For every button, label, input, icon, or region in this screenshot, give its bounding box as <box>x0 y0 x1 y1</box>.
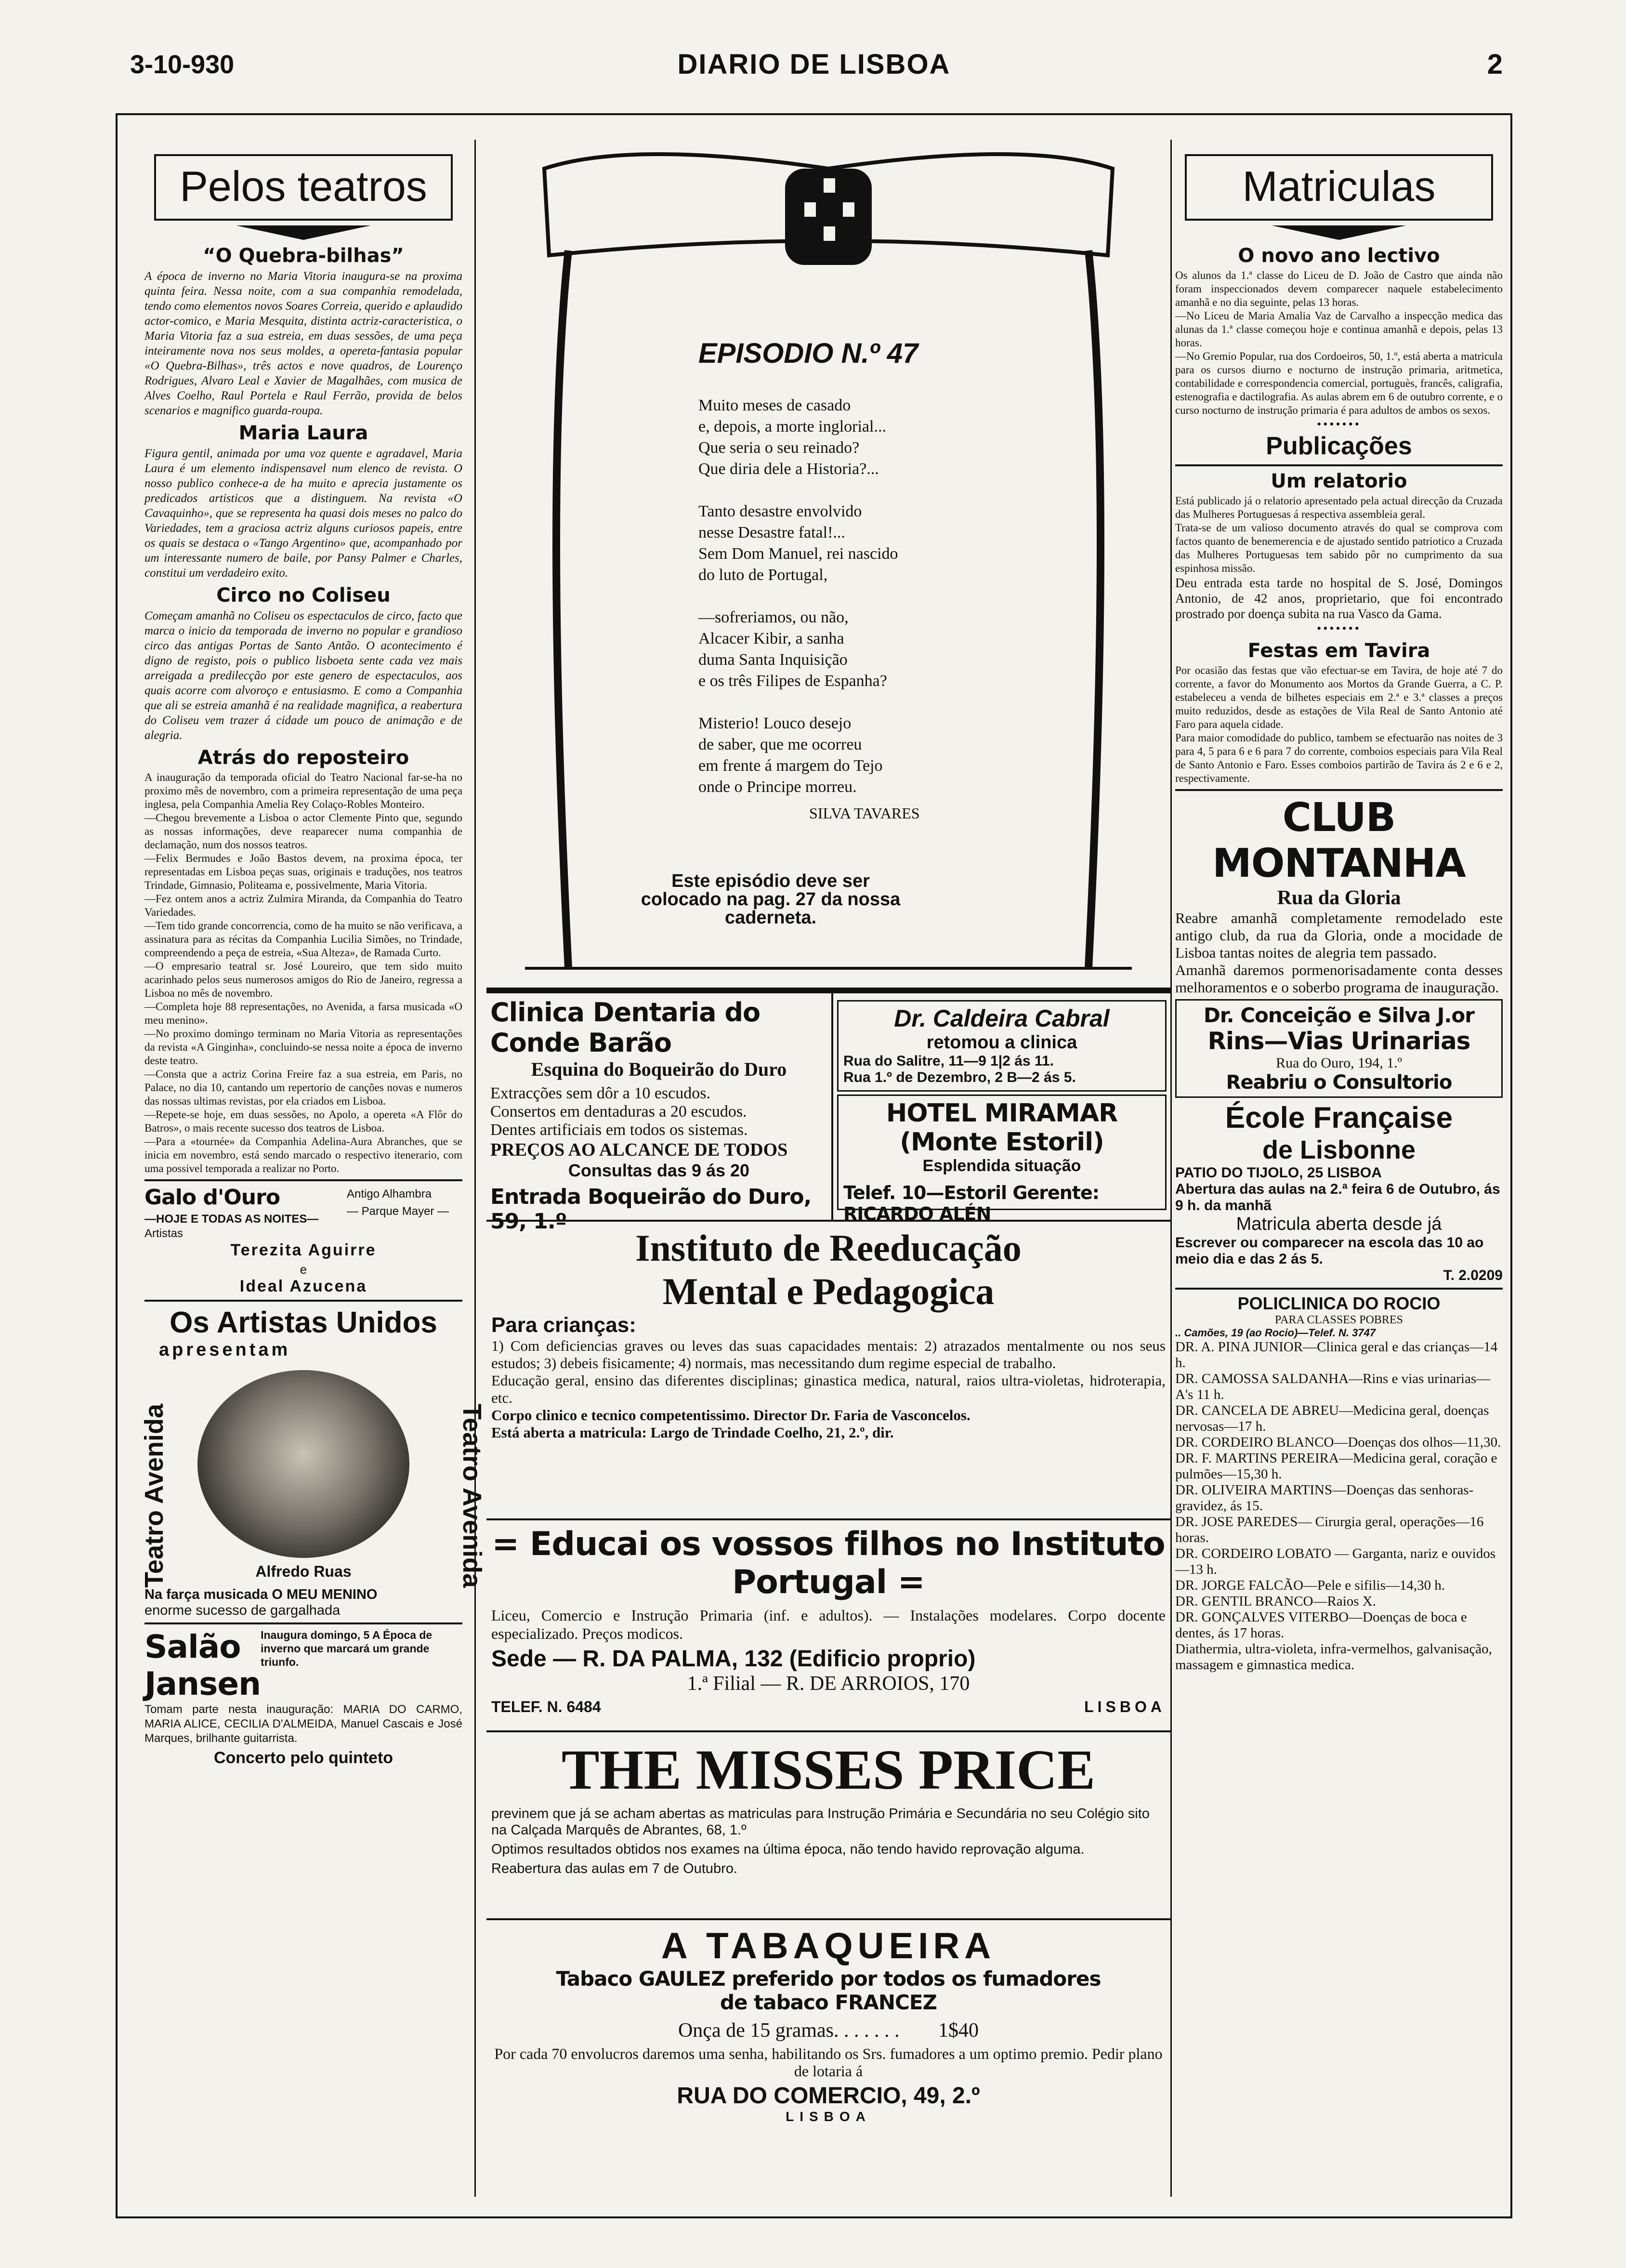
poem-line: Que diria dele a Historia?... <box>698 460 879 478</box>
poem-line: Alcacer Kibir, a sanha <box>698 630 844 647</box>
poem-line: e, depois, a morte inglorial... <box>698 418 886 435</box>
salao-cast: Tomam parte nesta inauguração: MARIA DO CARMO, MARIA ALICE, CECILIA D'ALMEIDA, Manuel Cascais e José Marques, brilhante guitarrista. <box>144 1703 462 1745</box>
poem <box>486 395 1170 798</box>
instituto-text: Está aberta a matricula: Largo de Trindade Coelho, 21, 2.º, dir. <box>491 1424 894 1441</box>
headline: Um relatorio <box>1271 470 1407 492</box>
headline: Circo no Coliseu <box>216 584 391 607</box>
club-ad <box>1175 795 1503 996</box>
tabaqueira-product: Onça de 15 gramas. . . . . . . <box>678 2019 900 2042</box>
tabaqueira-text: Por cada 70 envolucros daremos uma senha, habilitando os Srs. fumadores a um optimo premio. Pedir plano de lotaria á <box>494 2045 1163 2080</box>
article-text: Os alunos da 1.ª classe do Liceu de D. João de Castro que ainda não foram inspeccionados devem comparecer naquele estabelecimento amanhã e no dia seguinte, pelas 13 horas. —No Liceu de Maria Amalia Vaz de Carvalho a inspecção medica das alunas da 1.ª classe começou hoje e continua amanhã e depois, pelas 13 horas. —No Gremio Popular, rua dos Cordoeiros, 50, 1.º, está aberta a matricula para os cursos diurno e nocturno de instrução primaria, aritmetica, contabilidade e correspondencia comercial, portuguès, francês, caligrafia, estenografia e dactilografia. As aulas abrem em 6 de outubro corrente, e o curso nocturno de instrução primaria é para adultos de ambos os sexos. <box>1175 269 1503 416</box>
clinica-subtitle: Esquina do Boqueirão do Duro <box>531 1058 787 1080</box>
poem-line: Misterio! Louco desejo <box>698 714 852 732</box>
policlinica-doctor: DR. JORGE FALCÃO—Pele e sifilis—14,30 h. <box>1175 1578 1445 1593</box>
poem-line: Que seria o seu reinado? <box>698 439 860 457</box>
instituto-heading: Para crianças: <box>491 1313 636 1337</box>
galo-and: e <box>300 1262 307 1277</box>
ecole-text: Abertura das aulas na 2.ª feira 6 de Outubro, ás 9 h. da manhã <box>1175 1181 1500 1213</box>
poem-line: Sem Dom Manuel, rei nascido <box>698 545 898 563</box>
galo-venue: Antigo Alhambra <box>347 1187 432 1200</box>
artistas-ad <box>140 1360 486 1588</box>
portugal-filial: 1.ª Filial — R. DE ARROIOS, 170 <box>687 1673 970 1695</box>
portrait-photo <box>197 1370 409 1558</box>
ecole-title: de Lisbonne <box>1262 1135 1416 1164</box>
club-subtitle: Rua da Gloria <box>1277 887 1401 909</box>
tabaqueira-price-line <box>491 2019 1166 2042</box>
clinica-hours: Consultas das 9 ás 20 <box>568 1160 750 1180</box>
poem-author: SILVA TAVARES <box>809 804 920 822</box>
divider-dots: ••••••• <box>1317 621 1361 635</box>
ads-row <box>486 988 1170 1234</box>
article-text: A época de inverno no Maria Vitoria inaugura-se na proxima quinta feira. Nessa noite, com a sua companhia remodelada, tendo como elementos novos Soares Correia, querido e aplaudido actor-comico, e Maria Mesquita, distinta actriz-caracteristica, o Maria Vitoria faz a sua estreia, em duas sessões, de uma peça inteiramente nova nos seus moldes, a opereta-fantasia popular «O Quebra-Bilhas», três actos e nove quadros, de Lourenço Rodrigues, Alvaro Leal e Xavier de Magalhães, com musica de Alves Coelho, Raul Portela e Raul Ferrão, provida de belos scenarios e magnifico guarda-roupa. <box>144 270 462 417</box>
portugal-text: Liceu, Comercio e Instrução Primaria (inf. e adultos). — Instalações modelares. Corpo docente especializado. Preços modicos. <box>491 1607 1166 1642</box>
artistas-title: Os Artistas Unidos <box>170 1306 437 1339</box>
artistas-subtitle: apresentam <box>159 1340 291 1360</box>
artistas-line: enorme sucesso de gargalhada <box>144 1603 341 1618</box>
caldeira-title: Dr. Caldeira Cabral <box>894 1005 1110 1032</box>
poem-line: em frente á margem do Tejo <box>698 757 883 775</box>
portugal-footer <box>491 1698 1166 1716</box>
divider <box>1175 789 1503 791</box>
poem-line: do luto de Portugal, <box>698 566 828 584</box>
poem-line <box>486 692 1170 713</box>
headline: Festas em Tavira <box>1247 640 1430 662</box>
portugal-phone: TELEF. N. 6484 <box>491 1698 601 1715</box>
caldeira-subtitle: retomou a clinica <box>926 1032 1077 1053</box>
policlinica-list <box>1175 1339 1503 1673</box>
header-wedge <box>236 225 371 240</box>
header-wedge <box>1272 225 1406 240</box>
masthead-date: 3-10-930 <box>130 50 235 79</box>
clinica-ad <box>486 993 833 1234</box>
masthead-title: DIARIO DE LISBOA <box>677 49 951 80</box>
theatre-column <box>140 140 486 2197</box>
article-text: Deu entrada esta tarde no hospital de S. José, Domingos Antonio, de 42 anos, proprietario, que foi encontrado prostrado por doença subita na rua Vasco da Gama. <box>1175 576 1503 621</box>
article-text: Está publicado já o relatorio apresentado pela actual direcção da Cruzada das Mulheres Portuguesas á respectiva assembleia geral. Trata-se de um valioso documento através do qual se comprova com factos quanto de benemerencia e de ajustado sentido patriotico a Cruzada das Mulheres Portuguesas tem sabido pôr no cumprimento da sua espinhosa missão. <box>1175 495 1503 574</box>
galo-label: Artistas <box>144 1227 184 1240</box>
instituto-ad <box>486 1220 1170 1518</box>
side-label-left: Teatro Avenida <box>140 1403 169 1588</box>
poem-line: Tanto desastre envolvido <box>698 502 862 520</box>
clinica-address: Entrada Boqueirão do Duro, 59, 1.º <box>490 1185 812 1234</box>
poem-line: Muito meses de casado <box>698 396 851 414</box>
centre-column <box>486 140 1170 2197</box>
tabaqueira-subtitle: de tabaco FRANCEZ <box>720 1991 937 2014</box>
policlinica-doctor: DR. GONÇALVES VITERBO—Doenças de boca e dentes, ás 17 horas. <box>1175 1609 1467 1641</box>
headline: O novo ano lectivo <box>1238 245 1440 267</box>
article-text: A inauguração da temporada oficial do Teatro Nacional far-se-ha no proximo mês de novembro, com a primeira representação de uma peça inglesa, pela Companhia Amelia Rey Colaço-Robles Monteiro. —Chegou brevemente a Lisboa o actor Clemente Pinto que, segundo as nossas informações, deve reaparecer numa companhia de declamação, num dos nossos teatros. —Felix Bermudes e João Bastos devem, na proxima época, ter representadas em Lisboa peças suas, originais e traduções, nos teatros Trindade, Gimnasio, Politeama e, possivelmente, Maria Vitoria. —Fez ontem anos a actriz Zulmira Miranda, da Companhia do Teatro Variedades. —Tem tido grande concorrencia, como de ha muito se não verificava, a assinatura para as récitas da Companhia Lucilia Simões, no Trindade, compreendendo a peça de estreia, «Sua Alteza», de Ramada Curto. —O empresario teatral sr. José Loureiro, que tem sido muito acarinhado pelos seus numerosos amigos do Rio de Janeiro, regressa a Lisboa no mês de novembro. —Completa hoje 88 representações, no Avenida, a farsa musicada «O meu menino». —No proximo domingo terminam no Maria Vitoria as representações da revista «A Ginginha», concluindo-se nessa noite a época de inverno deste teatro. —Consta que a actriz Corina Freire faz a sua estreia, em Paris, no Palace, no dia 10, cantando um repertorio de canções novas e numeros das nossas ultimas revistas, por ela criados em Lisboa. —Repete-se hoje, em duas sessões, no Apolo, a opereta «A Flôr do Batros», o mais recente sucesso dos teatros de Lisboa. —Para a «tournée» da Companhia Adelina-Aura Abranches, que se inicia em novembro, está sendo marcado o respectivo itenerario, com uma possivel temporada a realizar no Porto. <box>144 771 462 1174</box>
ecole-text: Escrever ou comparecer na escola das 10 ao meio dia e das 2 ás 5. <box>1175 1235 1484 1267</box>
conceicao-address: Rua do Ouro, 194, 1.º <box>1276 1055 1402 1071</box>
caldeira-address: Rua 1.º de Dezembro, 2 B—2 ás 5. <box>843 1069 1076 1085</box>
poem-line: de saber, que me ocorreu <box>698 736 862 753</box>
salao-footer: Concerto pelo quinteto <box>213 1749 393 1767</box>
misses-ad <box>486 1730 1170 1918</box>
section-header-matriculas <box>1185 154 1493 221</box>
section-title: Matriculas <box>1242 162 1436 210</box>
ecole-title: École Française <box>1225 1101 1453 1134</box>
article-text: Figura gentil, animada por uma voz quente e agradavel, Maria Laura é um elemento indispensavel num elenco de revista. O nosso publico conhece-a de ha muito e aprecia justamente os predicados artisticos que a distinguem. Na revista «O Cavaquinho», que se representa ha quasi dois meses no palco do Variedades, tem a graciosa actriz alguns curiosos papeis, entre os quais se destaca o «Tango Argentino» que, acompanhado por um interessante numero de baile, por Pansy Palmer e Charles, constitui um verdadeiro exito. <box>144 447 462 580</box>
policlinica-subtitle: PARA CLASSES POBRES <box>1275 1314 1403 1326</box>
salao-title: Salão Jansen <box>144 1628 261 1702</box>
poem-line: onde o Principe morreu. <box>698 778 857 796</box>
galo-artist: Terezita Aguirre <box>230 1241 377 1259</box>
artistas-line: Na farça musicada O MEU MENINO <box>144 1587 378 1602</box>
headline: Maria Laura <box>238 422 368 444</box>
clinica-line: Extracções sem dôr a 10 escudos. <box>490 1084 710 1102</box>
ecole-text: Matricula aberta desde já <box>1236 1214 1442 1234</box>
policlinica-doctor: DR. CORDEIRO BLANCO—Doenças dos olhos—11,30. <box>1175 1435 1501 1450</box>
caldeira-address: Rua do Salitre, 11—9 1|2 ás 11. <box>843 1053 1054 1069</box>
column-rule <box>1170 140 1172 2197</box>
conceicao-ad <box>1175 999 1503 1098</box>
portugal-ad <box>486 1518 1170 1730</box>
episode-title: EPISODIO N.º 47 <box>698 338 918 369</box>
portugal-sede: Sede — R. DA PALMA, 132 (Edificio proprio) <box>491 1646 976 1672</box>
ecole-ad <box>1175 1101 1503 1284</box>
side-label-right: Teatro Avenida <box>458 1403 486 1588</box>
galo-subtitle: —HOJE E TODAS AS NOITES— <box>144 1213 319 1226</box>
instituto-text: Educação geral, ensino das diferentes disciplinas; ginastica medica, natural, raios ultra-violetas, hidroterapia, etc. <box>491 1372 1166 1406</box>
poem-line: duma Santa Inquisição <box>698 651 848 669</box>
galo-title: Galo d'Ouro <box>144 1185 280 1210</box>
headline: “O Quebra-bilhas” <box>203 245 404 267</box>
publicacoes-title: Publicações <box>1266 432 1412 460</box>
instituto-title: Mental e Pedagogica <box>662 1270 995 1312</box>
poem-line: nesse Desastre fatal!... <box>698 524 845 541</box>
tabaqueira-address: RUA DO COMERCIO, 49, 2.º <box>677 2083 980 2109</box>
galo-location: — Parque Mayer — <box>347 1205 449 1218</box>
section-header-theatres <box>154 154 453 221</box>
policlinica-doctor: DR. GENTIL BRANCO—Raios X. <box>1175 1594 1377 1609</box>
poem-line: e os três Filipes de Espanha? <box>698 672 887 690</box>
masthead-page-number: 2 <box>1487 49 1503 80</box>
poem-line: —sofreriamos, ou não, <box>698 608 849 626</box>
conceicao-reopened: Reabriu o Consultorio <box>1226 1071 1452 1094</box>
divider <box>1175 1288 1503 1290</box>
episode-panel <box>486 140 1170 988</box>
galo-artist: Ideal Azucena <box>239 1277 367 1295</box>
salao-ad <box>144 1628 462 1702</box>
article-text: Por ocasião das festas que vão efectuar-se em Tavira, de hoje até 7 do corrente, a favor do Monumento aos Mortos da Grande Guerra, a C. P. estabeleceu a venda de bilhetes especiais em 2.ª e 3.ª classes a preços muito reduzidos, desde as estações de Vila Real de Santo Antonio até Faro para aquela cidade. Para maior comodidade do publico, tambem se efectuarão nas noites de 3 para 4, 5 para 6 e 6 para 7 do corrente, comboios especiais para Vila Real de Santo Antonio e Faro. Esses comboios partirão de Tavira ás 2 e 6 e 2, respectivamente. <box>1175 664 1503 784</box>
conceicao-specialty: Rins—Vias Urinarias <box>1207 1027 1470 1055</box>
divider <box>1175 464 1503 466</box>
policlinica-doctor: DR. CAMOSSA SALDANHA—Rins e vias urinarias—A's 11 h. <box>1175 1371 1491 1402</box>
misses-text: previnem que já se acham abertas as matriculas para Instrução Primária e Secundária no seu Colégio sito na Calçada Marquês de Abrantes, 68, 1.º <box>491 1806 1150 1838</box>
instituto-text: 1) Com deficiencias graves ou leves das suas capacidades mentais: 2) atrazados mentalmente ou nos seus estudos; 3) debeis fisicamente; 4) normais, mas necessitando dum regime especial de trabalho. <box>491 1337 1166 1371</box>
poem-line <box>486 586 1170 607</box>
policlinica-title: POLICLINICA DO ROCIO <box>1237 1293 1441 1313</box>
tabaqueira-city: LISBOA <box>786 2109 871 2124</box>
misses-text: Optimos resultados obtidos nos exames na última época, não tendo havido reprovação alguma. <box>491 1842 1085 1857</box>
tabaqueira-title: A TABAQUEIRA <box>661 1925 996 1966</box>
policlinica-doctor: DR. A. PINA JUNIOR—Clinica geral e das crianças—14 h. <box>1175 1339 1498 1371</box>
policlinica-doctor: DR. F. MARTINS PEREIRA—Medicina geral, coração e pulmões—15,30 h. <box>1175 1450 1497 1482</box>
misses-title: THE MISSES PRICE <box>561 1738 1096 1801</box>
policlinica-ad <box>1175 1293 1503 1673</box>
club-text: Reabre amanhã completamente remodelado este antigo club, da rua da Gloria, onde a mocidade de Lisboa tantas noites de alegria tem passado. Amanhã daremos pormenorisadamente conta desses melhoramentos e o soberbo programa de inauguração. <box>1175 910 1503 996</box>
hotel-subtitle: Esplendida situação <box>922 1157 1081 1175</box>
salao-text: Inaugura domingo, 5 A Época de inverno que marcará um grande triunfo. <box>261 1629 433 1668</box>
tabaqueira-ad <box>486 1918 1170 2124</box>
divider <box>144 1622 462 1624</box>
galo-ad <box>144 1185 462 1281</box>
policlinica-doctor: DR. OLIVEIRA MARTINS—Doenças das senhoras-gravidez, ás 15. <box>1175 1482 1474 1514</box>
policlinica-doctor: Diathermia, ultra-violeta, infra-vermelhos, galvanisação, massagem e gimnastica medica. <box>1175 1641 1492 1673</box>
policlinica-doctor: DR. CANCELA DE ABREU—Medicina geral, doenças nervosas—17 h. <box>1175 1403 1489 1434</box>
masthead <box>116 46 1512 79</box>
divider <box>144 1179 462 1181</box>
caldeira-ad <box>837 1000 1167 1092</box>
clinica-title: Clinica Dentaria do Conde Barão <box>490 997 761 1058</box>
divider-dots: ••••••• <box>1317 417 1361 431</box>
instituto-title: Instituto de Reeducação <box>635 1227 1022 1269</box>
headline: Atrás do reposteiro <box>197 747 409 769</box>
tabaqueira-subtitle: Tabaco GAULEZ preferido por todos os fumadores <box>556 1967 1101 1991</box>
ecole-address: PATIO DO TIJOLO, 25 LISBOA <box>1175 1165 1382 1181</box>
clinica-line: Dentes artificiais em todos os sistemas. <box>490 1121 748 1139</box>
tabaqueira-price: 1$40 <box>938 2019 979 2042</box>
policlinica-address: .. Camões, 19 (ao Rocio)—Telef. N. 3747 <box>1175 1327 1376 1339</box>
section-title: Pelos teatros <box>180 162 427 210</box>
portrait-caption: Alfredo Ruas <box>255 1563 352 1580</box>
policlinica-doctor: DR. CORDEIRO LOBATO — Garganta, nariz e ouvidos—13 h. <box>1175 1546 1496 1577</box>
poem-line <box>486 480 1170 501</box>
episode-note: Este episódio deve ser colocado na pag. 27 da nossa caderneta. <box>641 871 901 928</box>
ecole-phone: T. 2.0209 <box>1443 1267 1503 1283</box>
hotel-ad <box>837 1094 1167 1225</box>
clinica-line: Consertos em dentaduras a 20 escudos. <box>490 1103 747 1121</box>
portugal-city: LISBOA <box>1084 1698 1166 1715</box>
portugal-title: = Educai os vossos filhos no Instituto Portugal = <box>492 1525 1165 1601</box>
misses-text: Reabertura das aulas em 7 de Outubro. <box>491 1861 738 1876</box>
instituto-text: Corpo clinico e tecnico competentissimo. Director Dr. Faria de Vasconcelos. <box>491 1407 970 1424</box>
right-ads <box>833 993 1170 1225</box>
conceicao-title: Dr. Conceição e Silva J.or <box>1204 1003 1474 1027</box>
hotel-contact: Telef. 10—Estoril Gerente: RICARDO ALÉN <box>843 1182 1099 1225</box>
policlinica-doctor: DR. JOSE PAREDES— Cirurgia geral, operações—16 horas. <box>1175 1514 1484 1545</box>
club-title: CLUB MONTANHA <box>1212 795 1466 886</box>
matriculas-column <box>1175 140 1503 2197</box>
column-rule <box>474 140 476 2197</box>
clinica-prices: PREÇOS AO ALCANCE DE TODOS <box>490 1140 788 1160</box>
article-text: Começam amanhã no Coliseu os espectaculos de circo, facto que marca o inicio da temporada de inverno no popular e grandioso circo das antigas Portas de Santo Antão. O acontecimento é digno de registo, pois o publico lisboeta sente cada vez mais arreigada a predilecção por este genero de espectaculos, aos quais acorre com alvoroço e entusiasmo. E como a Companhia que ali se estreia amanhã é na realidade magnifica, a reabertura do Coliseu vem trazer á cidade um pouco de animação e de alegria. <box>144 609 462 742</box>
hotel-title: HOTEL MIRAMAR (Monte Estoril) <box>886 1099 1118 1157</box>
divider <box>144 1300 462 1302</box>
clinica-list <box>490 1084 827 1139</box>
